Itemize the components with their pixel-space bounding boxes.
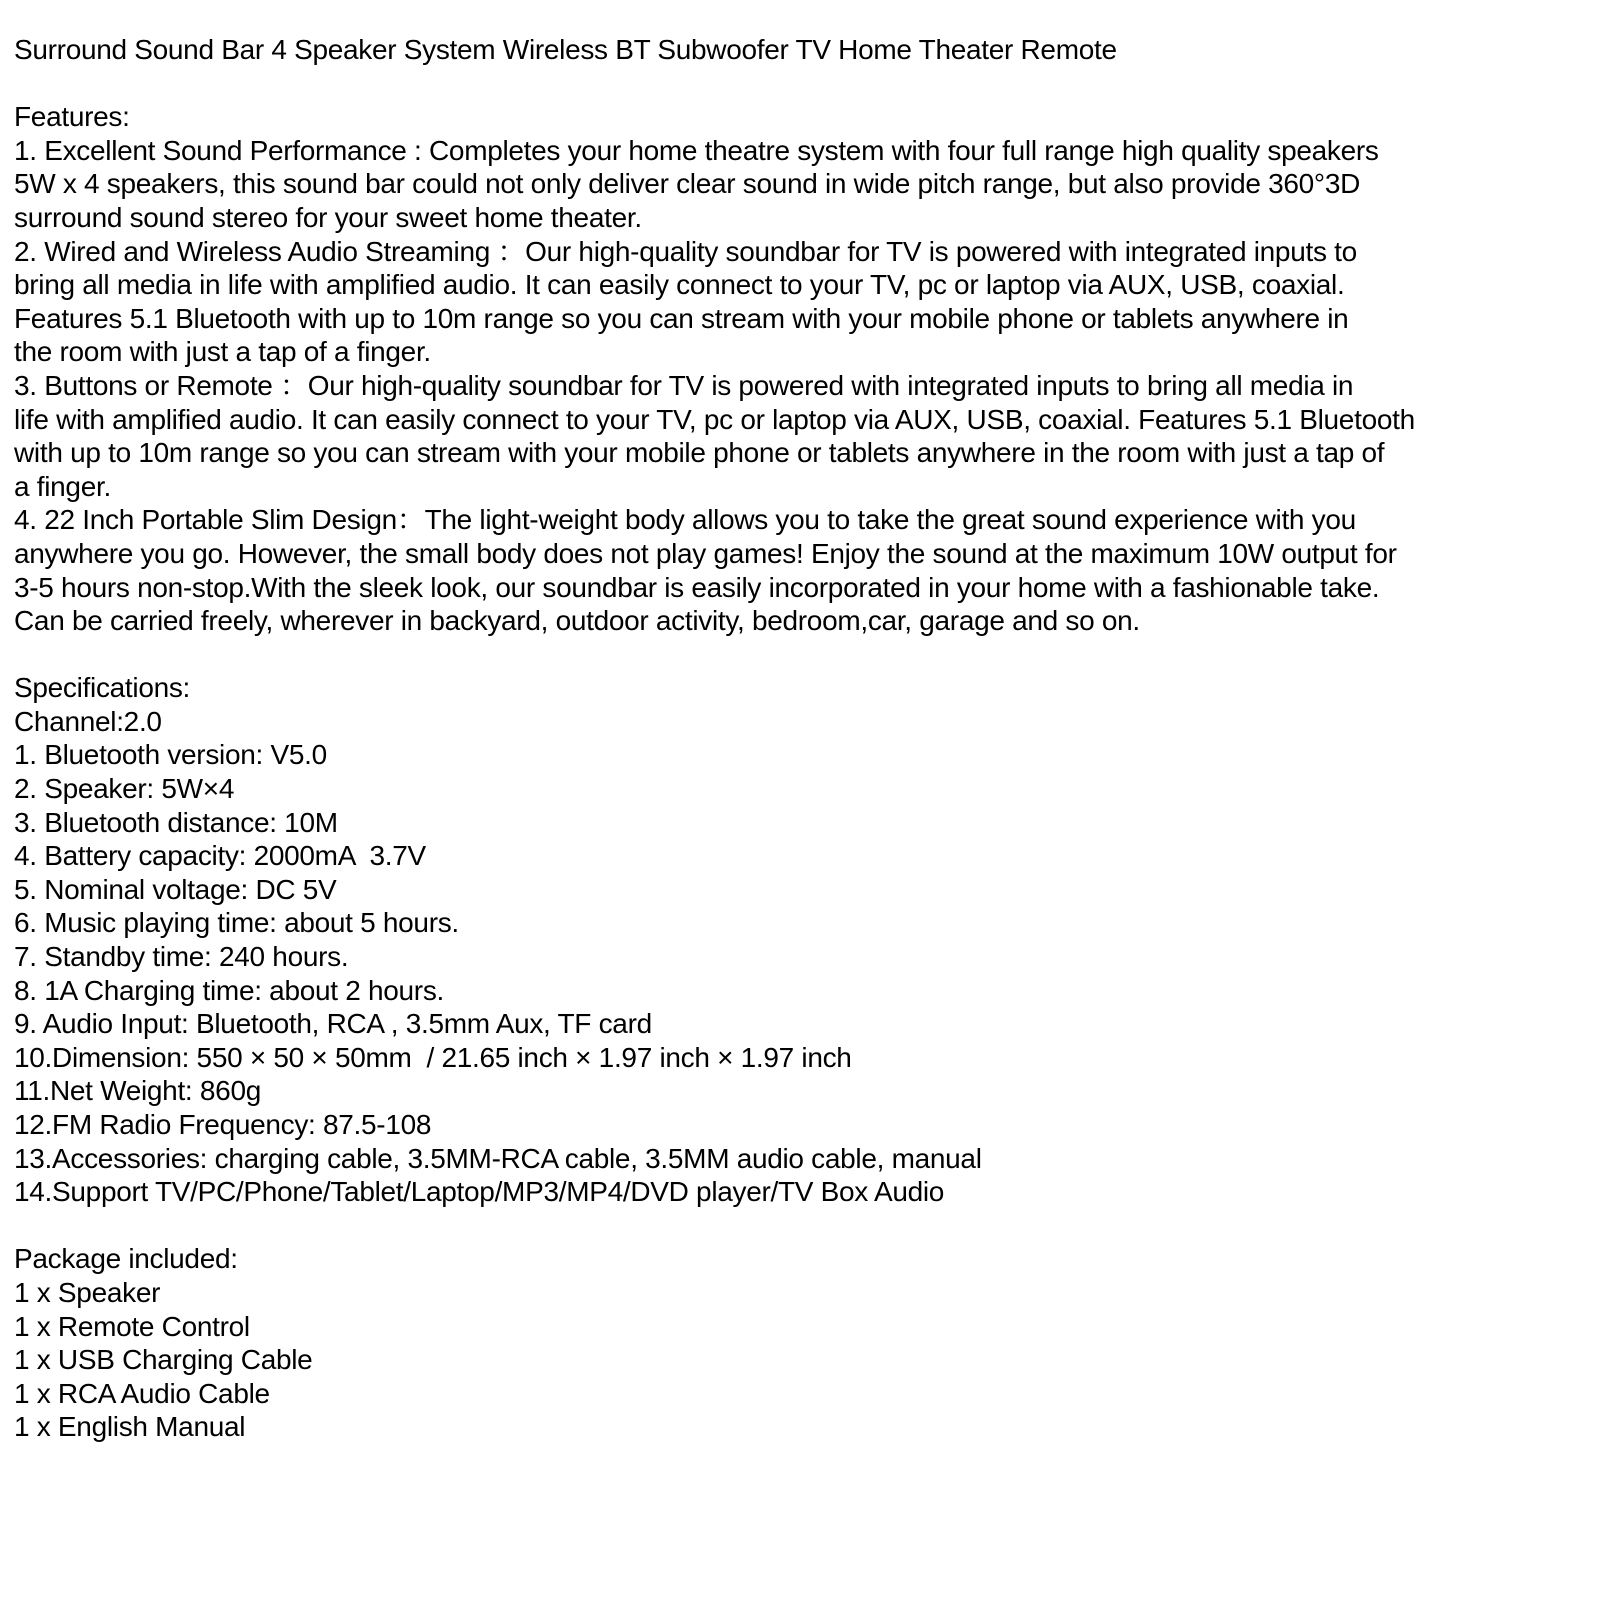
- text-line: 12.FM Radio Frequency: 87.5-108: [14, 1109, 432, 1140]
- text-line: a finger.: [14, 470, 111, 502]
- text-line: 6. Music playing time: about 5 hours.: [14, 907, 459, 939]
- text-line: 4. Battery capacity: 2000mA 3.7V: [14, 840, 426, 872]
- text-line: Features 5.1 Bluetooth with up to 10m range so you can stream with your mobile phone or tablets anywhere in: [14, 302, 1349, 334]
- text-line: Channel:2.0: [14, 705, 162, 737]
- text-line: 13.Accessories: charging cable, 3.5MM-RCA cable, 3.5MM audio cable, manual: [14, 1142, 982, 1174]
- text-line: 1 x Speaker: [14, 1276, 161, 1308]
- text-line: 3. Bluetooth distance: 10M: [14, 806, 338, 838]
- text-line: 14.Support TV/PC/Phone/Tablet/Laptop/MP3/MP4/DVD player/TV Box Audio: [14, 1176, 945, 1208]
- package-included-list: [14, 1276, 1600, 1444]
- text-line: 4. 22 Inch Portable Slim Design：The light-weight body allows you to take the great sound experience with you: [14, 504, 1356, 536]
- blank-line: [14, 1209, 1600, 1243]
- text-line: anywhere you go. However, the small body does not play games! Enjoy the sound at the maximum 10W output for: [14, 537, 1397, 569]
- specifications-list: [14, 705, 1600, 1209]
- feature-paragraph-2: [14, 235, 1600, 369]
- text-line: 3. Buttons or Remote ：Our high-quality soundbar for TV is powered with integrated inputs to bring all media in: [14, 369, 1354, 401]
- text-line: 1. Bluetooth version: V5.0: [14, 739, 327, 771]
- text-line: the room with just a tap of a finger.: [14, 336, 431, 368]
- text-line: 7. Standby time: 240 hours.: [14, 941, 349, 973]
- text-line: 1. Excellent Sound Performance : Completes your home theatre system with four full range high quality speakers: [14, 134, 1379, 166]
- feature-paragraph-1: [14, 134, 1600, 235]
- features-heading: Features:: [14, 101, 130, 133]
- blank-line: [14, 638, 1600, 672]
- text-line: Can be carried freely, wherever in backyard, outdoor activity, bedroom,car, garage and so on.: [14, 605, 1140, 637]
- feature-paragraph-4: [14, 503, 1600, 637]
- blank-line: [14, 67, 1600, 101]
- text-line: 1 x English Manual: [14, 1411, 246, 1443]
- text-line: 2. Speaker: 5W×4: [14, 773, 235, 805]
- feature-paragraph-3: [14, 369, 1600, 503]
- product-title: Surround Sound Bar 4 Speaker System Wireless BT Subwoofer TV Home Theater Remote: [14, 34, 1117, 65]
- text-line: 2. Wired and Wireless Audio Streaming ：Our high-quality soundbar for TV is powered with integrated inputs to: [14, 235, 1357, 267]
- text-line: 1 x USB Charging Cable: [14, 1344, 313, 1376]
- text-line: 10.Dimension: 550 × 50 × 50mm / 21.65 inch × 1.97 inch × 1.97 inch: [14, 1041, 852, 1073]
- text-line: 1 x RCA Audio Cable: [14, 1377, 270, 1409]
- text-line: 5W x 4 speakers, this sound bar could not only deliver clear sound in wide pitch range, but also provide 360°3D: [14, 168, 1361, 200]
- text-line: surround sound stereo for your sweet home theater.: [14, 201, 642, 233]
- text-line: life with amplified audio. It can easily connect to your TV, pc or laptop via AUX, USB, coaxial. Features 5.1 Bluetooth: [14, 403, 1415, 435]
- package-included-heading: Package included:: [14, 1243, 238, 1275]
- text-line: bring all media in life with amplified audio. It can easily connect to your TV, pc or laptop via AUX, USB, coaxial.: [14, 269, 1345, 301]
- text-line: 3-5 hours non-stop.With the sleek look, our soundbar is easily incorporated in your home with a fashionable take.: [14, 571, 1380, 603]
- text-line: 9. Audio Input: Bluetooth, RCA , 3.5mm Aux, TF card: [14, 1008, 652, 1040]
- text-line: 5. Nominal voltage: DC 5V: [14, 873, 337, 905]
- text-line: 8. 1A Charging time: about 2 hours.: [14, 974, 444, 1006]
- text-line: with up to 10m range so you can stream with your mobile phone or tablets anywhere in the room with just a tap of: [14, 437, 1385, 469]
- specifications-heading: Specifications:: [14, 672, 191, 704]
- text-line: 1 x Remote Control: [14, 1310, 250, 1342]
- text-line: 11.Net Weight: 860g: [14, 1075, 261, 1107]
